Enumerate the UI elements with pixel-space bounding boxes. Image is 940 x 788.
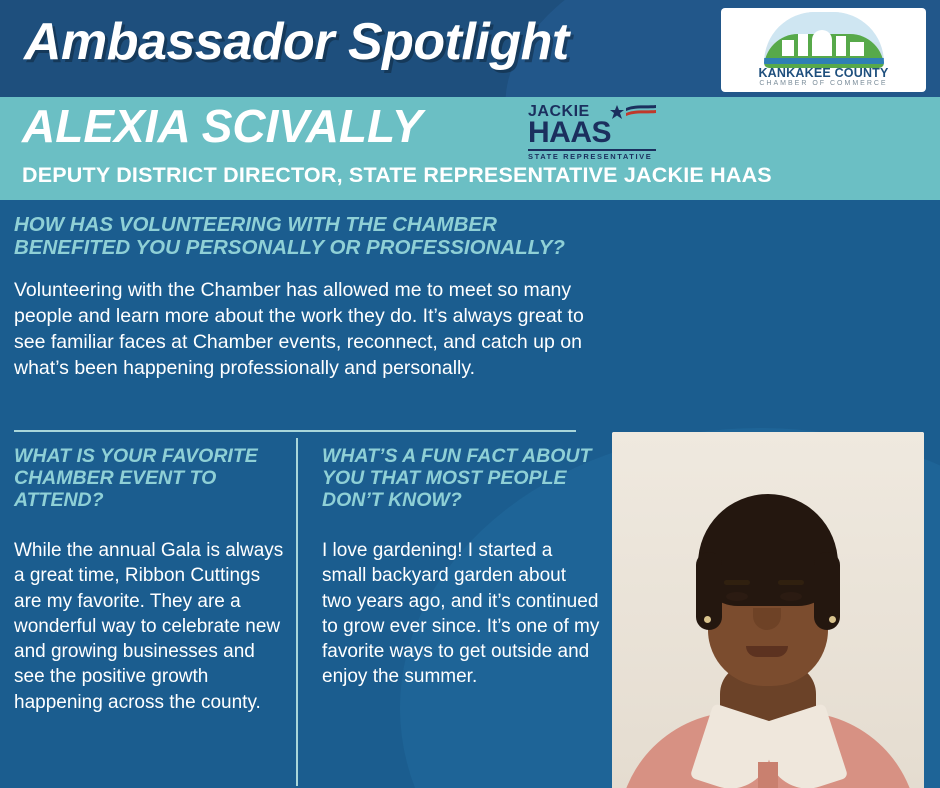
ambassador-portrait-photo (612, 432, 924, 788)
horizontal-divider (14, 430, 576, 432)
portrait-eyebrow-right (778, 580, 804, 585)
content-area (0, 200, 940, 788)
portrait-hair-right (814, 552, 840, 630)
chamber-logo-building (782, 40, 794, 56)
question-1-heading: HOW HAS VOLUNTEERING WITH THE CHAMBER BENEFITED YOU PERSONALLY OR PROFESSIONALLY? (14, 213, 565, 259)
jackie-haas-logo (528, 103, 656, 161)
question-3-heading: WHAT’S A FUN FACT ABOUT YOU THAT MOST PEOPLE DON’T KNOW? (322, 445, 592, 511)
chamber-logo-building (836, 36, 846, 56)
answer-2-text: While the annual Gala is always a great time, Ribbon Cuttings are my favorite. They are a wonderful way to celebrate new and growing businesses and see the positive growth happening across the county. (14, 540, 284, 713)
name-band (0, 97, 940, 200)
haas-logo-line1: JACKIE (528, 103, 590, 120)
portrait-eyebrow-left (724, 580, 750, 585)
chamber-logo-building (850, 42, 864, 56)
portrait-mouth (746, 646, 788, 657)
haas-logo-subtitle: STATE REPRESENTATIVE (528, 152, 653, 161)
answer-1-text: Volunteering with the Chamber has allowed me to meet so many people and learn more about the work they do. It’s always great to see familiar faces at Chamber events, reconnect, and catch up on what’s been happening professionally and personally. (14, 279, 584, 379)
haas-logo-line2: HAAS (528, 116, 612, 149)
chamber-logo-building (812, 30, 832, 56)
chamber-logo-name: KANKAKEE COUNTY (758, 66, 889, 80)
portrait-placket (758, 762, 778, 788)
portrait-earring-left (704, 616, 711, 623)
chamber-logo-water (764, 58, 884, 64)
vertical-divider (296, 438, 298, 786)
ambassador-name: ALEXIA SCIVALLY (22, 100, 423, 152)
haas-logo-rule (528, 149, 656, 151)
page-title: Ambassador Spotlight (24, 13, 569, 71)
star-flag-icon (610, 105, 656, 121)
chamber-logo-building (798, 34, 808, 56)
chamber-logo-arc (764, 12, 884, 68)
ambassador-role: DEPUTY DISTRICT DIRECTOR, STATE REPRESENTATIVE JACKIE HAAS (22, 163, 772, 187)
portrait-eye-right (780, 592, 802, 601)
answer-3-text: I love gardening! I started a small backyard garden about two years ago, and it’s continued to grow ever since. It’s one of my favorite ways to get outside and enjoy the summer. (322, 540, 600, 688)
chamber-logo-subtitle: CHAMBER OF COMMERCE (759, 80, 888, 87)
question-2-heading: WHAT IS YOUR FAVORITE CHAMBER EVENT TO ATTEND? (14, 445, 258, 511)
kankakee-county-chamber-logo (721, 8, 926, 92)
portrait-earring-right (829, 616, 836, 623)
portrait-eye-left (726, 592, 748, 601)
